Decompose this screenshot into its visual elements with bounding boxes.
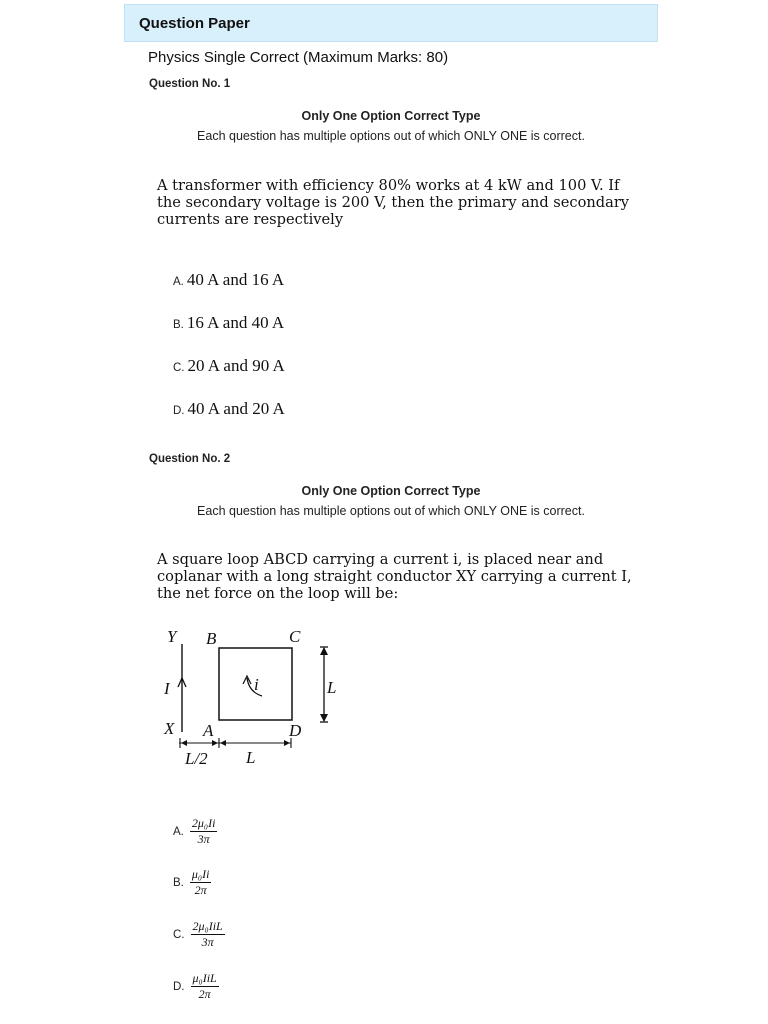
option-c[interactable] bbox=[173, 356, 285, 376]
option-text: 16 A and 40 A bbox=[186, 313, 285, 332]
fraction-numerator: μ₀IiL bbox=[192, 971, 217, 985]
option-letter: C. bbox=[173, 362, 185, 374]
fraction-denominator: 3π bbox=[197, 832, 210, 846]
question-type-title: Only One Option Correct Type bbox=[301, 484, 481, 498]
option-fraction bbox=[190, 868, 212, 897]
question-text bbox=[157, 177, 637, 228]
label-d: D bbox=[289, 721, 302, 740]
option-b[interactable] bbox=[173, 313, 284, 333]
question-text-line: the secondary voltage is 200 V, then the primary and secondary bbox=[157, 194, 630, 211]
question-text-line: coplanar with a long straight conductor XY carrying a current I, bbox=[157, 568, 632, 585]
label-current-i-wire: I bbox=[164, 679, 170, 698]
option-text: 40 A and 20 A bbox=[187, 399, 285, 418]
label-l-bottom: L bbox=[246, 748, 256, 767]
option-letter: B. bbox=[173, 319, 184, 331]
option-letter: A. bbox=[173, 825, 184, 838]
option-a[interactable] bbox=[173, 817, 217, 846]
question-text-line: A transformer with efficiency 80% works at 4 kW and 100 V. If bbox=[157, 177, 620, 194]
option-d[interactable] bbox=[173, 399, 285, 419]
label-b: B bbox=[206, 629, 217, 648]
option-d[interactable] bbox=[173, 972, 219, 1001]
option-letter: A. bbox=[173, 276, 184, 288]
label-current-i-loop: i bbox=[254, 675, 259, 694]
section-title: Physics Single Correct (Maximum Marks: 80) bbox=[148, 49, 449, 66]
label-a: A bbox=[203, 721, 214, 740]
option-fraction bbox=[191, 972, 219, 1001]
fraction-numerator: 2μ₀IiL bbox=[192, 919, 223, 933]
fraction-denominator: 2π bbox=[194, 883, 207, 897]
option-letter: D. bbox=[173, 405, 185, 417]
option-letter: B. bbox=[173, 876, 184, 889]
label-l-right: L bbox=[327, 678, 337, 697]
option-c[interactable] bbox=[173, 920, 225, 949]
question-number: Question No. 1 bbox=[149, 78, 231, 90]
fraction-numerator: 2μ₀Ii bbox=[191, 816, 216, 830]
question-text-line: A square loop ABCD carrying a current i, is placed near and bbox=[157, 551, 604, 568]
label-x: X bbox=[164, 719, 175, 738]
option-letter: D. bbox=[173, 980, 185, 993]
option-text: 20 A and 90 A bbox=[187, 356, 285, 375]
option-letter: C. bbox=[173, 928, 185, 941]
option-text: 40 A and 16 A bbox=[186, 270, 285, 289]
question-text bbox=[157, 551, 637, 602]
label-half-l: L/2 bbox=[185, 749, 208, 768]
loop-wire-diagram bbox=[155, 620, 355, 775]
question-type-description: Each question has multiple options out of which ONLY ONE is correct. bbox=[197, 504, 585, 518]
option-fraction bbox=[191, 920, 225, 949]
label-c: C bbox=[289, 627, 301, 646]
option-fraction bbox=[190, 817, 218, 846]
question-text-line: the net force on the loop will be: bbox=[157, 585, 399, 602]
page-title: Question Paper bbox=[139, 15, 250, 32]
fraction-denominator: 3π bbox=[201, 935, 214, 949]
question-text-line: currents are respectively bbox=[157, 211, 344, 228]
question-number: Question No. 2 bbox=[149, 453, 231, 465]
fraction-denominator: 2π bbox=[198, 987, 211, 1001]
question-type-title: Only One Option Correct Type bbox=[301, 109, 481, 123]
option-b[interactable] bbox=[173, 868, 211, 897]
label-y: Y bbox=[167, 627, 177, 646]
fraction-numerator: μ₀Ii bbox=[191, 867, 210, 881]
option-a[interactable] bbox=[173, 270, 284, 290]
question-type-description: Each question has multiple options out of which ONLY ONE is correct. bbox=[197, 129, 585, 143]
page-header bbox=[124, 4, 658, 42]
